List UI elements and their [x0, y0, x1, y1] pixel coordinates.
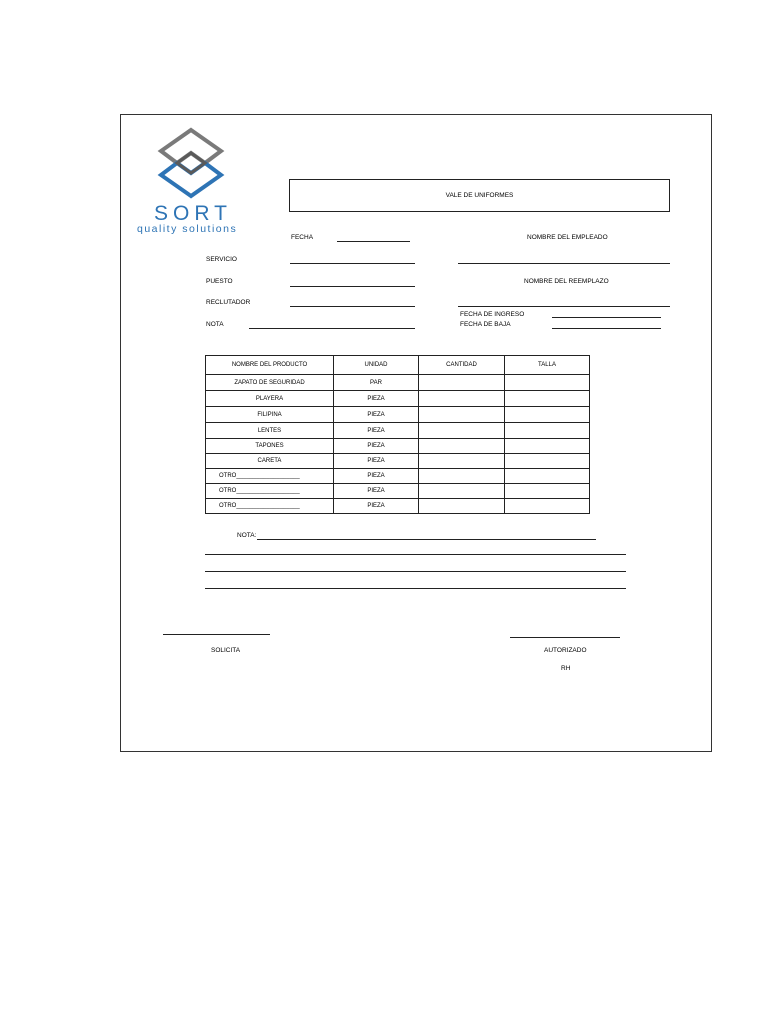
cantidad-cell[interactable] [419, 484, 505, 499]
talla-cell[interactable] [505, 407, 590, 423]
header-cantidad: CANTIDAD [419, 356, 505, 375]
talla-cell[interactable] [505, 499, 590, 514]
table-row [206, 375, 590, 391]
fecha-baja-field[interactable] [552, 328, 661, 329]
fecha-field[interactable] [337, 241, 410, 242]
reclutador-field[interactable] [290, 306, 415, 307]
product-cell: OTRO___________________ [206, 469, 334, 484]
cantidad-cell[interactable] [419, 439, 505, 454]
talla-cell[interactable] [505, 423, 590, 439]
fecha-baja-label: FECHA DE BAJA [460, 321, 511, 328]
nombre-reemplazo-field[interactable] [458, 306, 670, 307]
table-row [206, 407, 590, 423]
product-cell: CARETA [206, 454, 334, 469]
table-row [206, 454, 590, 469]
nombre-empleado-field[interactable] [458, 263, 670, 264]
nota2-line-3[interactable] [205, 571, 626, 572]
talla-cell[interactable] [505, 469, 590, 484]
cantidad-cell[interactable] [419, 375, 505, 391]
unit-cell: PIEZA [334, 469, 419, 484]
puesto-field[interactable] [290, 286, 415, 287]
nota-field[interactable] [249, 328, 415, 329]
product-cell: OTRO___________________ [206, 499, 334, 514]
product-cell: PLAYERA [206, 391, 334, 407]
rh-label: RH [561, 665, 571, 672]
table-row [206, 469, 590, 484]
fecha-ingreso-label: FECHA DE INGRESO [460, 311, 525, 318]
logo-tagline: quality solutions [137, 223, 238, 235]
servicio-label: SERVICIO [206, 256, 237, 263]
table-row [206, 391, 590, 407]
talla-cell[interactable] [505, 454, 590, 469]
product-cell: ZAPATO DE SEGURIDAD [206, 375, 334, 391]
table-row [206, 423, 590, 439]
nombre-reemplazo-label: NOMBRE DEL REEMPLAZO [524, 278, 609, 285]
talla-cell[interactable] [505, 375, 590, 391]
nombre-empleado-label: NOMBRE DEL EMPLEADO [527, 234, 608, 241]
table-row [206, 439, 590, 454]
nota-label: NOTA [206, 321, 224, 328]
product-cell: OTRO___________________ [206, 484, 334, 499]
product-cell: FILIPINA [206, 407, 334, 423]
puesto-label: PUESTO [206, 278, 233, 285]
table-header-row [206, 356, 590, 375]
nota2-line-1[interactable] [257, 539, 596, 540]
solicita-signature-line[interactable] [163, 634, 270, 635]
unit-cell: PIEZA [334, 423, 419, 439]
nota2-line-4[interactable] [205, 588, 626, 589]
product-cell: TAPONES [206, 439, 334, 454]
autorizado-label: AUTORIZADO [544, 647, 587, 654]
unit-cell: PAR [334, 375, 419, 391]
nota2-label: NOTA: [237, 532, 257, 539]
cantidad-cell[interactable] [419, 454, 505, 469]
cantidad-cell[interactable] [419, 469, 505, 484]
unit-cell: PIEZA [334, 454, 419, 469]
cantidad-cell[interactable] [419, 391, 505, 407]
unit-cell: PIEZA [334, 484, 419, 499]
talla-cell[interactable] [505, 484, 590, 499]
header-unidad: UNIDAD [334, 356, 419, 375]
unit-cell: PIEZA [334, 439, 419, 454]
form-title: VALE DE UNIFORMES [445, 192, 514, 199]
cantidad-cell[interactable] [419, 423, 505, 439]
sort-logo-icon [155, 127, 227, 199]
header-talla: TALLA [505, 356, 590, 375]
reclutador-label: RECLUTADOR [206, 299, 251, 306]
form-title-box [289, 179, 670, 212]
cantidad-cell[interactable] [419, 499, 505, 514]
talla-cell[interactable] [505, 391, 590, 407]
product-cell: LENTES [206, 423, 334, 439]
fecha-ingreso-field[interactable] [552, 317, 661, 318]
nota2-line-2[interactable] [205, 554, 626, 555]
talla-cell[interactable] [505, 439, 590, 454]
unit-cell: PIEZA [334, 499, 419, 514]
table-row [206, 484, 590, 499]
uniform-items-table [205, 355, 590, 514]
table-row [206, 499, 590, 514]
servicio-field[interactable] [290, 263, 415, 264]
autorizado-signature-line[interactable] [510, 637, 620, 638]
fecha-label: FECHA [291, 234, 314, 241]
unit-cell: PIEZA [334, 407, 419, 423]
header-producto: NOMBRE DEL PRODUCTO [206, 356, 334, 375]
solicita-label: SOLICITA [211, 647, 241, 654]
unit-cell: PIEZA [334, 391, 419, 407]
cantidad-cell[interactable] [419, 407, 505, 423]
logo-name: SORT [154, 202, 232, 225]
